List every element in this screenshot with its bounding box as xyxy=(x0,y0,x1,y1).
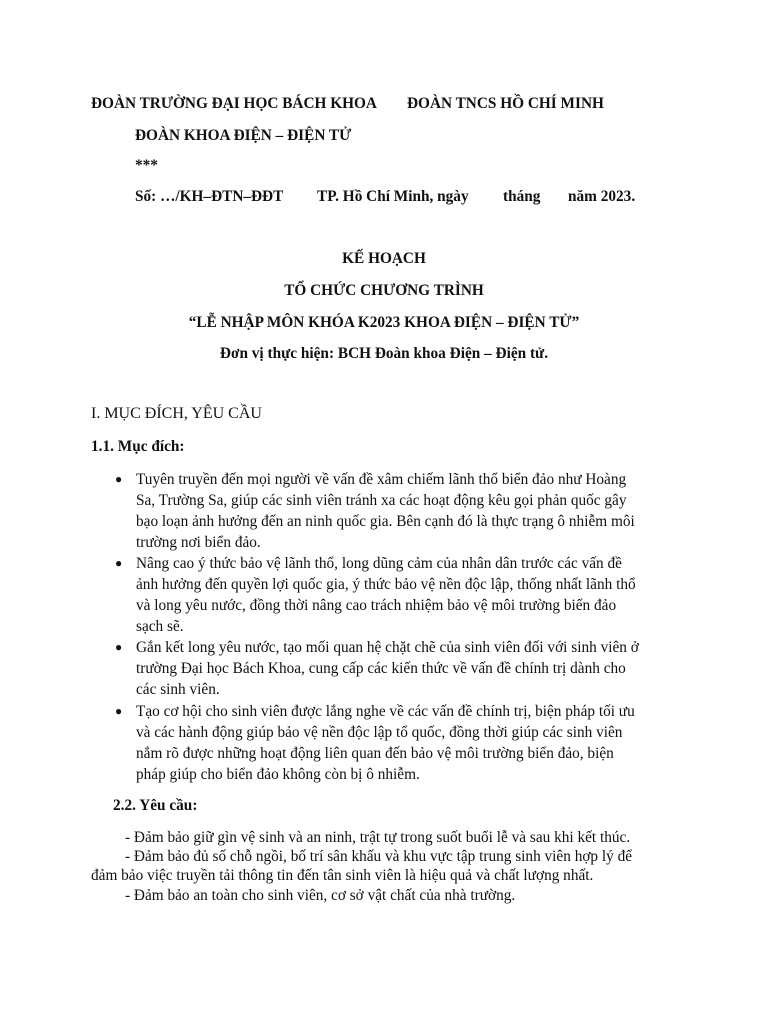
subsection-2-heading: 2.2. Yêu cầu: xyxy=(113,797,198,814)
header-stars: *** xyxy=(135,157,158,174)
bullet-line: ảnh hưởng đến quyền lợi quốc gia, ý thức bảo vệ nền độc lập, thống nhất lãnh thổ xyxy=(136,576,636,593)
bullet-line: các sinh viên. xyxy=(136,681,220,698)
header-sub-org: ĐOÀN KHOA ĐIỆN – ĐIỆN TỬ xyxy=(135,127,352,144)
bullet-marker: ● xyxy=(115,640,123,654)
title-line-1: KẾ HOẠCH xyxy=(342,250,426,267)
section-heading: I. MỤC ĐÍCH, YÊU CẦU xyxy=(91,405,262,422)
requirement-line: - Đảm bảo an toàn cho sinh viên, cơ sở vật chất của nhà trường. xyxy=(125,887,516,904)
bullet-line: Tuyên truyền đến mọi người về vấn đề xâm chiếm lãnh thổ biển đảo như Hoàng xyxy=(136,471,627,488)
date-year-label: năm 2023. xyxy=(568,188,636,205)
bullet-line: trường Đại học Bách Khoa, cung cấp các kiến thức về vấn đề chính trị dành cho xyxy=(136,660,626,677)
requirement-line: đảm bảo việc truyền tải thông tin đến tân sinh viên là hiệu quả và chất lượng nhất. xyxy=(91,867,594,884)
bullet-line: Nâng cao ý thức bảo vệ lãnh thổ, long dũng cảm của nhân dân trước các vấn đề xyxy=(136,555,622,572)
requirement-line: - Đảm bảo giữ gìn vệ sinh và an ninh, trật tự trong suốt buổi lễ và sau khi kết thúc. xyxy=(125,829,631,846)
bullet-line: Gắn kết long yêu nước, tạo mối quan hệ chặt chẽ của sinh viên đối với sinh viên ở xyxy=(136,639,639,656)
title-unit: Đơn vị thực hiện: BCH Đoàn khoa Điện – Điện tử. xyxy=(219,345,549,362)
bullet-line: và các hành động giúp bảo vệ nền độc lập tổ quốc, đồng thời giúp các sinh viên xyxy=(136,724,623,741)
bullet-line: Sa, Trường Sa, giúp các sinh viên tránh xa các hoạt động kêu gọi phản quốc gây xyxy=(136,492,627,509)
bullet-line: trường nơi biển đảo. xyxy=(136,534,261,551)
bullet-item xyxy=(136,701,635,785)
header-left-org: ĐOÀN TRƯỜNG ĐẠI HỌC BÁCH KHOA xyxy=(91,95,377,112)
subsection-1-heading: 1.1. Mục đích: xyxy=(91,438,185,455)
bullet-line: Tạo cơ hội cho sinh viên được lắng nghe về các vấn đề chính trị, biện pháp tối ưu xyxy=(136,703,635,720)
header-right-org: ĐOÀN TNCS HỒ CHÍ MINH xyxy=(407,95,604,112)
bullet-item xyxy=(136,469,635,553)
bullet-item xyxy=(136,637,639,700)
date-month-label: tháng xyxy=(503,188,541,205)
bullet-item xyxy=(136,553,636,637)
bullet-marker: ● xyxy=(115,556,123,570)
bullet-marker: ● xyxy=(115,704,123,718)
place-date: TP. Hồ Chí Minh, ngày xyxy=(317,188,469,205)
bullet-line: nắm rõ được những hoạt động liên quan đến bảo vệ môi trường biển đảo, biện xyxy=(136,745,614,762)
bullet-marker: ● xyxy=(115,472,123,486)
bullet-line: bạo loạn ảnh hưởng đến an ninh quốc gia. Bên cạnh đó là thực trạng ô nhiễm môi xyxy=(136,513,635,530)
requirement-line: - Đảm bảo đủ số chỗ ngồi, bố trí sân khấu và khu vực tập trung sinh viên hợp lý để xyxy=(125,848,633,865)
bullet-line: sạch sẽ. xyxy=(136,618,184,635)
bullet-line: pháp giúp cho biển đảo không còn bị ô nhiễm. xyxy=(136,766,420,783)
title-line-3: “LỄ NHẬP MÔN KHÓA K2023 KHOA ĐIỆN – ĐIỆN TỬ” xyxy=(188,314,580,331)
bullet-line: và long yêu nước, đồng thời nâng cao trách nhiệm bảo vệ môi trường biển đảo xyxy=(136,597,617,614)
document-number: Số: …/KH–ĐTN–ĐĐT xyxy=(135,188,284,205)
title-line-2: TỔ CHỨC CHƯƠNG TRÌNH xyxy=(284,282,484,299)
